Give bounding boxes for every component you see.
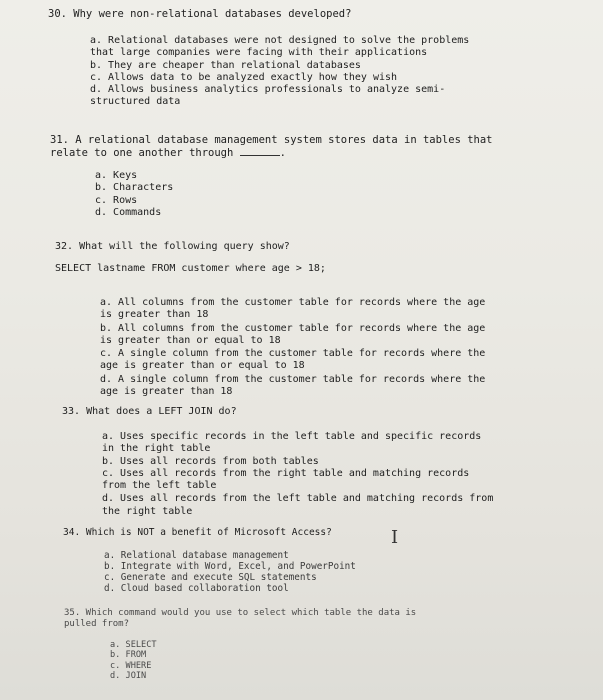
option-c: c. Generate and execute SQL statements <box>104 572 317 583</box>
option-a: a. SELECT <box>110 640 157 650</box>
option-d: d. Cloud based collaboration tool <box>104 583 289 594</box>
option-c: c. WHERE <box>110 660 152 671</box>
option-d: d. Uses all records from the left table and matching records from the right table <box>102 493 494 517</box>
option-a: a. Relational database management <box>104 550 289 561</box>
option-a: a. Keys <box>95 170 138 181</box>
question-32-options <box>100 297 485 398</box>
option-d: d. A single column from the customer table for records where the age is greater than 18 <box>100 373 486 398</box>
question-35-prompt: 35. Which command would you use to select which table the data is pulled from? <box>64 608 417 629</box>
question-34-prompt: 34. Which is NOT a benefit of Microsoft Access? <box>63 527 332 538</box>
option-b: b. Integrate with Word, Excel, and PowerPoint <box>104 561 356 572</box>
option-c: c. Allows data to be analyzed exactly how they wish <box>90 71 398 83</box>
question-32-prompt: 32. What will the following query show? <box>55 241 290 252</box>
question-30-options <box>90 35 469 109</box>
option-c: c. Rows <box>95 194 138 206</box>
option-c: c. Uses all records from the right table and matching records from the left table <box>102 467 470 492</box>
question-31-prompt: 31. A relational database management system stores data in tables that relate to one another through . <box>50 134 493 159</box>
option-d: d. Allows business analytics professionals to analyze semi- structured data <box>90 84 446 108</box>
option-a: a. Relational databases were not designed to solve the problems that large companies were facing with their applications <box>90 35 470 59</box>
option-c: c. A single column from the customer table for records where the age is greater than or equal to 18 <box>100 348 486 372</box>
question-31-blank <box>240 155 280 156</box>
question-30-prompt: 30. Why were non-relational databases developed? <box>48 8 352 20</box>
option-b: b. Uses all records from both tables <box>102 455 319 467</box>
option-a: a. All columns from the customer table for records where the age is greater than 18 <box>100 297 486 321</box>
option-b: b. Characters <box>95 182 174 194</box>
option-b: b. They are cheaper than relational databases <box>90 59 361 71</box>
sql-query: SELECT lastname FROM customer where age > 18; <box>55 263 326 274</box>
text-cursor-icon: I <box>391 527 399 548</box>
option-b: b. FROM <box>110 650 147 661</box>
question-31-options <box>95 170 173 219</box>
question-33-prompt: 33. What does a LEFT JOIN do? <box>62 406 237 417</box>
question-33-options <box>102 431 493 518</box>
question-35-options <box>110 640 157 682</box>
question-34-options <box>104 550 356 594</box>
option-d: d. Commands <box>95 206 162 218</box>
option-a: a. Uses specific records in the left table and specific records in the right table <box>102 431 482 455</box>
option-d: d. JOIN <box>110 671 147 682</box>
option-b: b. All columns from the customer table for records where the age is greater than or equal to 18 <box>100 322 486 346</box>
question-31-text: 31. A relational database management system stores data in tables that relate to one another through <box>50 134 493 159</box>
